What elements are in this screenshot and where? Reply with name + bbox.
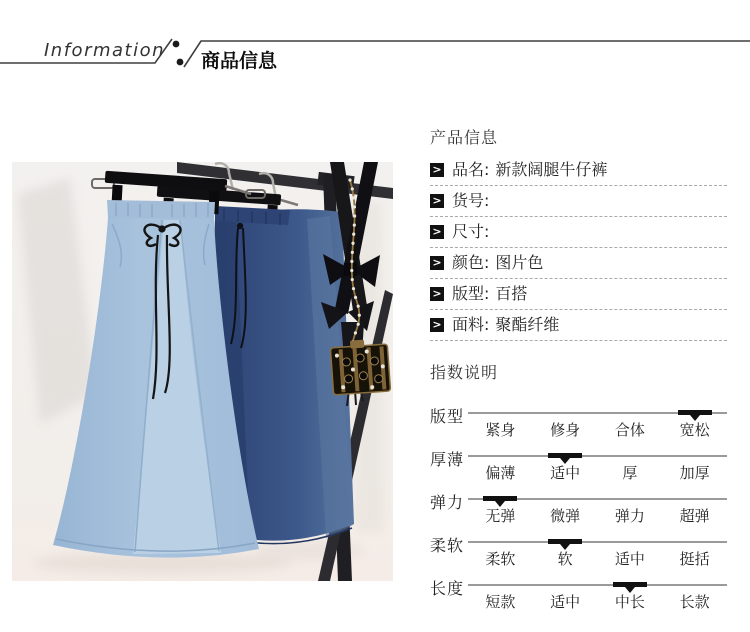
scale-option: 适中 (550, 593, 581, 611)
chevron-right-icon: > (430, 287, 444, 301)
info-label: 版型: (452, 284, 490, 303)
scale-option: 软 (557, 550, 573, 568)
scale-marker-triangle-icon (548, 539, 582, 544)
index-section-title: 指数说明 (430, 363, 499, 382)
info-row-fit (430, 279, 727, 310)
chevron-right-icon: > (430, 194, 444, 208)
index-scales (430, 402, 727, 617)
info-row-color (430, 248, 727, 279)
scale-row-thickness (430, 445, 727, 488)
scale-row-length (430, 574, 727, 617)
scale-line (468, 584, 727, 586)
scale-option: 弹力 (614, 507, 645, 525)
product-info-title: 产品信息 (430, 128, 499, 147)
scale-option: 挺括 (679, 550, 710, 568)
scale-row-elasticity (430, 488, 727, 531)
product-info-rows (430, 155, 727, 341)
header-en-title: Information (44, 40, 166, 61)
info-value: 聚酯纤维 (495, 315, 560, 334)
scale-option: 适中 (614, 550, 645, 568)
info-row-size (430, 217, 727, 248)
scale-option: 适中 (550, 464, 581, 482)
info-row-name (430, 155, 727, 186)
info-row-item-no (430, 186, 727, 217)
scale-option: 宽松 (679, 421, 710, 439)
scale-line (468, 455, 727, 457)
scale-label: 柔软 (430, 536, 465, 555)
scale-line (468, 498, 727, 500)
scale-option: 无弹 (485, 507, 516, 525)
scale-option: 超弹 (679, 507, 710, 525)
scale-line (468, 541, 727, 543)
product-photo (12, 162, 393, 581)
scale-option: 微弹 (550, 507, 581, 525)
scale-marker-triangle-icon (483, 496, 517, 501)
scale-line (468, 412, 727, 414)
scale-option: 加厚 (679, 464, 710, 482)
scale-option: 合体 (614, 421, 645, 439)
info-label: 尺寸: (452, 222, 490, 241)
scale-option: 短款 (485, 593, 516, 611)
divider-dot-bottom (177, 59, 184, 66)
scale-option: 中长 (614, 593, 645, 611)
scale-option: 偏薄 (485, 464, 516, 482)
info-label: 品名: (452, 160, 490, 179)
scale-marker-triangle-icon (548, 453, 582, 458)
divider-dot-top (173, 41, 180, 48)
scale-option: 紧身 (485, 421, 516, 439)
scale-label: 版型 (430, 407, 465, 426)
scale-marker-triangle-icon (678, 410, 712, 415)
chevron-right-icon: > (430, 163, 444, 177)
scale-row-softness (430, 531, 727, 574)
scale-option: 柔软 (485, 550, 516, 568)
scale-label: 厚薄 (430, 450, 465, 469)
info-value: 百搭 (495, 284, 528, 303)
chevron-right-icon: > (430, 225, 444, 239)
info-label: 颜色: (452, 253, 490, 272)
info-label: 面料: (452, 315, 490, 334)
scale-row-fit (430, 402, 727, 445)
chevron-right-icon: > (430, 256, 444, 270)
scale-option: 修身 (550, 421, 581, 439)
scale-marker-triangle-icon (613, 582, 647, 587)
info-label: 货号: (452, 191, 490, 210)
info-value: 新款阔腿牛仔裤 (495, 160, 608, 179)
header-cn-title: 商品信息 (201, 50, 278, 72)
info-value: 图片色 (495, 253, 544, 272)
scale-option: 长款 (679, 593, 710, 611)
chevron-right-icon: > (430, 318, 444, 332)
scale-label: 弹力 (430, 493, 465, 512)
scale-label: 长度 (430, 579, 465, 598)
info-row-fabric (430, 310, 727, 341)
scale-option: 厚 (622, 464, 638, 482)
